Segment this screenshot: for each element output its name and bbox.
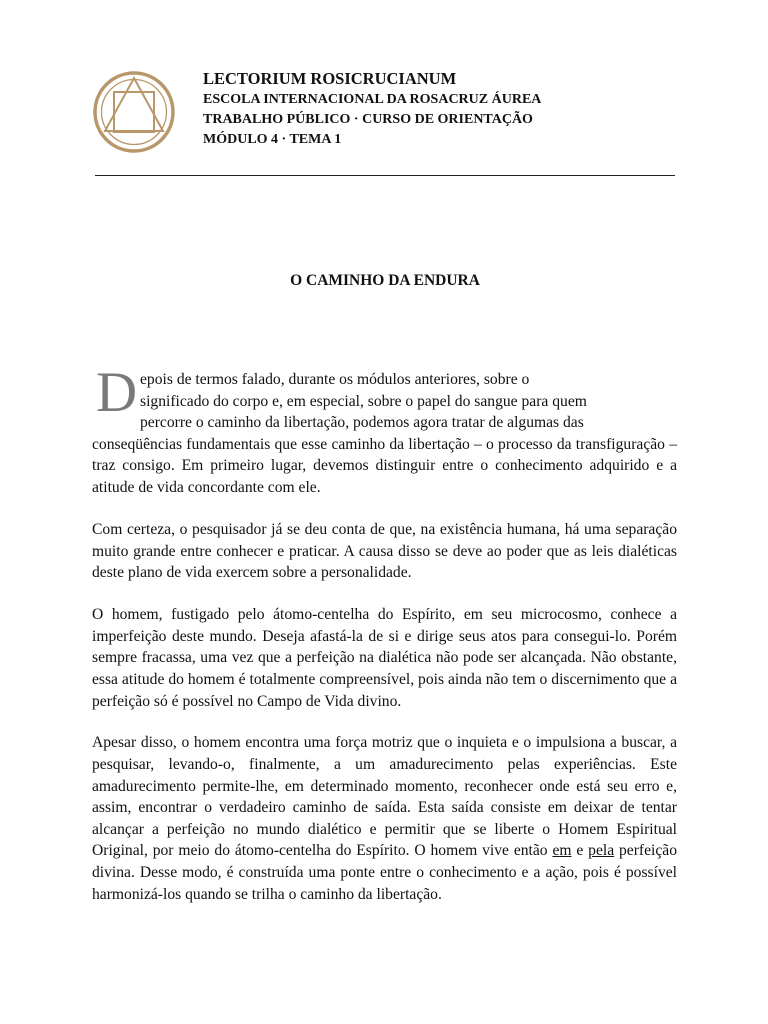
paragraph-1-line-2: significado do corpo e, em especial, sobre o papel do sangue para quem [140,392,587,410]
paragraph-3: O homem, fustigado pelo átomo-centelha do Espírito, em seu microcosmo, conhece a imperfeição deste mundo. Deseja afastá-la de si e dirige seus atos para consegui-lo. Porém sempre fracassa, uma vez que a perfeição na dialética não pode ser alcançada. Não obstante, essa atitude do homem é totalmente compreensível, pois ainda não tem o discernimento que a perfeição só é possível no Campo de Vida divino. [92,606,677,710]
underlined-word-pela: pela [588,842,615,860]
paragraph-2: Com certeza, o pesquisador já se deu conta de que, na existência humana, há uma separação muito grande entre conhecer e praticar. A causa disso se deve ao poder que as leis dialéticas deste plano de vida exercem sobre a personalidade. [92,520,677,582]
rosicrucian-emblem-icon [92,70,176,154]
school-name: ESCOLA INTERNACIONAL DA ROSACRUZ ÁUREA [203,92,542,107]
paragraph-4-text: Apesar disso, o homem encontra uma força motriz que o inquieta e o impulsiona a buscar, a pesquisar, levando-o, finalmente, a um amadurecimento pelas experiências. Este amadurecimento permite-lhe, em determinado momento, reconhecer onde está seu erro e, assim, encontrar o verdadeiro caminho de saída. Esta saída consiste em deixar de tentar alcançar a perfeição no mundo dialético e permitir que se liberte o Homem Espiritual Original, por meio do átomo-centelha do Espírito. O homem vive então [92,734,677,860]
paragraph-1-line-3: percorre o caminho da libertação, podemos agora tratar de algumas das [140,414,584,432]
document-title: O CAMINHO DA ENDURA [290,272,480,289]
document-body [92,361,677,926]
underlined-word-em: em [552,842,572,860]
paragraph-4-text-end: perfeição divina. Desse modo, é construída uma ponte entre o conhecimento e a ação, pois é possível harmonizá-los quando se trilha o caminho da libertação. [92,842,677,903]
module-label: MÓDULO 4 · TEMA 1 [203,132,342,147]
document-header [203,68,541,150]
paragraph-1-line-1: epois de termos falado, durante os módulos anteriores, sobre o [140,371,530,388]
paragraph-1-rest: conseqüências fundamentais que esse caminho da libertação – o processo da transfiguração – traz consigo. Em primeiro lugar, devemos distinguir entre o conhecimento adquirido e a atitude de vida concordante com ele. [92,435,677,496]
paragraph-4-connector: e [571,842,589,860]
paragraph-4 [92,732,677,905]
course-name: TRABALHO PÚBLICO · CURSO DE ORIENTAÇÃO [203,112,533,127]
header-divider [95,175,675,176]
paragraph-1 [92,361,677,499]
drop-cap: D [96,361,138,424]
organization-name: LECTORIUM ROSICRUCIANUM [203,69,457,88]
